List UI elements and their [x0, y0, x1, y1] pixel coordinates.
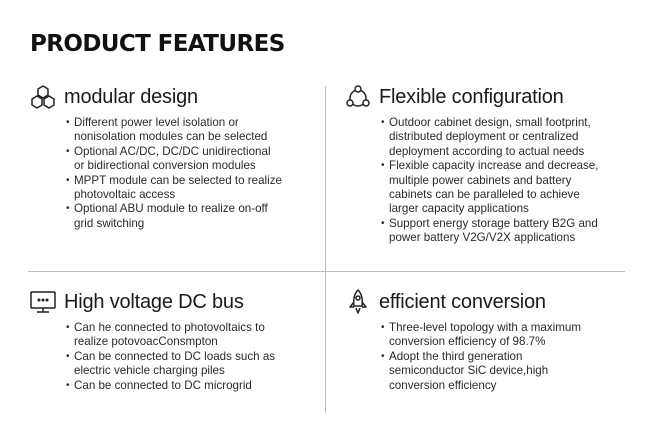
list-item: • Can be connected to DC microgrid [66, 379, 275, 393]
list-item: • Can be connected to DC loads such as electric vehicle charging piles [66, 350, 275, 379]
list-item: • Flexible capacity increase and decrease, multiple power cabinets and battery cabinets can be paralleled to achieve larger capacity applications [381, 159, 598, 217]
list-item: • Optional ABU module to realize on-off grid switching [66, 202, 282, 231]
list-item: • Support energy storage battery B2G and power battery V2G/V2X applications [381, 217, 598, 246]
feature-header [343, 289, 581, 315]
feature-header [28, 84, 282, 110]
list-item: • Can he connected to photovoltaics to realize potovoacConsmpton [66, 321, 275, 350]
network-nodes-icon [343, 84, 373, 110]
feature-header [343, 84, 598, 110]
feature-bullet-list [28, 321, 275, 393]
feature-modular-design [28, 84, 282, 231]
list-item: • Three-level topology with a maximum conversion efficiency of 98.7% [381, 321, 581, 350]
list-item: • MPPT module can be selected to realize photovoltaic access [66, 174, 282, 203]
vertical-divider [325, 86, 326, 413]
page-title: PRODUCT FEATURES [30, 31, 285, 57]
horizontal-divider [28, 271, 625, 272]
modular-hexagons-icon [28, 84, 58, 110]
feature-bullet-list [343, 321, 581, 393]
feature-title: Flexible configuration [379, 85, 564, 108]
feature-title: modular design [64, 85, 198, 108]
rocket-icon [343, 289, 373, 315]
feature-title: High voltage DC bus [64, 290, 244, 313]
feature-bullet-list [28, 116, 282, 231]
list-item: • Optional AC/DC, DC/DC unidirectional or bidirectional conversion modules [66, 145, 282, 174]
feature-title: efficient conversion [379, 290, 546, 313]
feature-efficient-conversion [343, 289, 581, 393]
feature-bullet-list [343, 116, 598, 246]
feature-header [28, 289, 275, 315]
feature-flexible-configuration [343, 84, 598, 246]
list-item: • Outdoor cabinet design, small footprint, distributed deployment or centralized deployment according to actual needs [381, 116, 598, 159]
monitor-icon [28, 289, 58, 315]
list-item: • Different power level isolation or nonisolation modules can be selected [66, 116, 282, 145]
list-item: • Adopt the third generation semiconductor SiC device,high conversion efficiency [381, 350, 581, 393]
feature-high-voltage-dc-bus [28, 289, 275, 393]
